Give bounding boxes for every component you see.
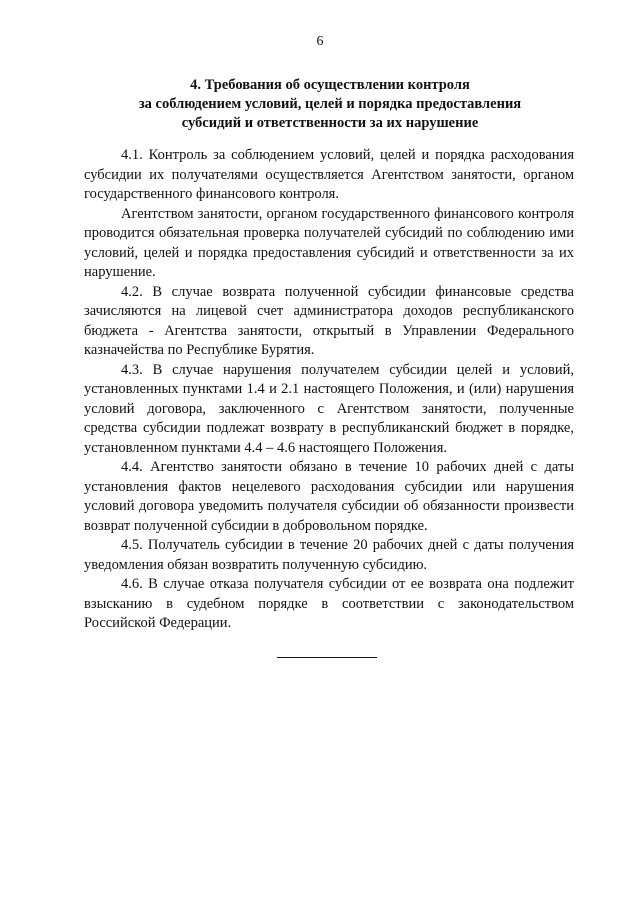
paragraph-4-5: 4.5. Получатель субсидии в течение 20 рабочих дней с даты получения уведомления обязан возвратить полученную субсидию. [84, 537, 574, 573]
page-number: 6 [316, 34, 324, 49]
document-body [84, 146, 574, 634]
section-heading [80, 76, 580, 133]
paragraph-4-1-inspection: Агентством занятости, органом государственного финансового контроля проводится обязательная проверка получателей субсидий по соблюдению ими условий, целей и порядка предоставления субсидий и ответственности за их нарушение. [84, 205, 574, 280]
paragraph-4-4: 4.4. Агентство занятости обязано в течение 10 рабочих дней с даты установления фактов нецелевого расходования субсидии или нарушения условий договора уведомить получателя субсидии об обязанности произвести возврат полученной субсидии в добровольном порядке. [84, 459, 574, 534]
section-heading-line: субсидий и ответственности за их нарушение [181, 115, 479, 131]
section-heading-line: 4. Требования об осуществлении контроля [190, 77, 470, 93]
paragraph-4-1: 4.1. Контроль за соблюдением условий, целей и порядка расходования субсидии их получателями осуществляется Агентством занятости, органом государственного финансового контроля. [84, 147, 574, 202]
section-heading-line: за соблюдением условий, целей и порядка предоставления [138, 96, 522, 112]
end-of-section-divider [277, 657, 377, 658]
paragraph-4-6: 4.6. В случае отказа получателя субсидии от ее возврата она подлежит взысканию в судебном порядке в соответствии с законодательством Российской Федерации. [84, 576, 574, 631]
paragraph-4-2: 4.2. В случае возврата полученной субсидии финансовые средства зачисляются на лицевой счет администратора доходов республиканского бюджета - Агентства занятости, открытый в Управлении Федерального казначейства по Республике Бурятия. [84, 283, 574, 358]
paragraph-4-3: 4.3. В случае нарушения получателем субсидии целей и условий, установленных пунктами 1.4 и 2.1 настоящего Положения, и (или) нарушения условий договора, заключенного с Агентством занятости, полученные средства субсидии подлежат возврату в республиканский бюджет в порядке, установленном пунктами 4.4 – 4.6 настоящего Положения. [84, 361, 574, 456]
